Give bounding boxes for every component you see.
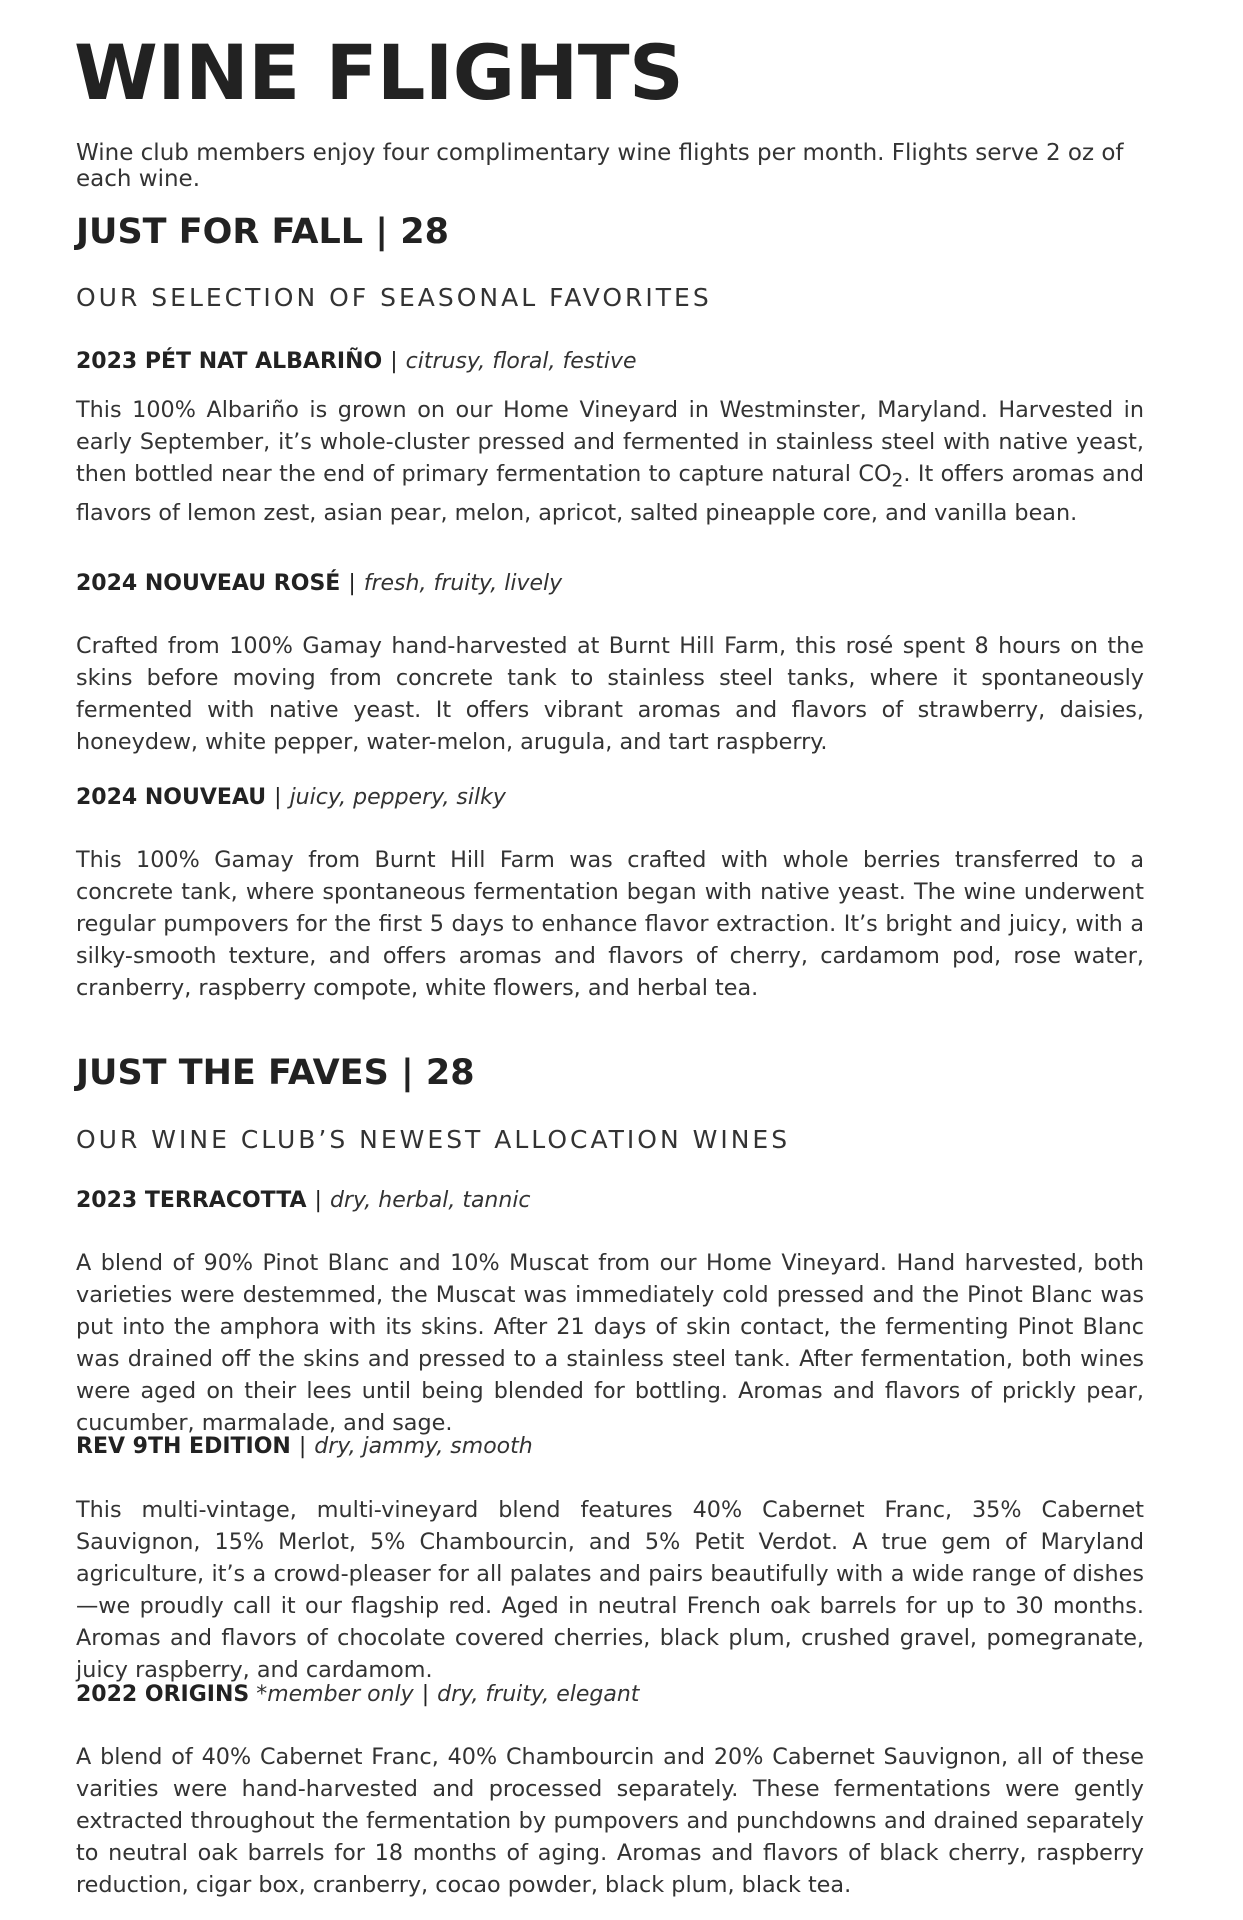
wine-heading [76,785,506,810]
wine-description: This 100% Gamay from Burnt Hill Farm was crafted with whole berries transferred to a concrete tank, where spontaneous fermentation began with native yeast. The wine underwent regular pumpovers for the first 5 days to enhance flavor extraction. It’s bright and juicy, with a silky-smooth texture, and offers aromas and flavors of cherry, cardamom pod, rose water, cranberry, raspberry compote, white flowers, and herbal tea. [76,847,1144,1001]
wine-notes: citrusy, floral, festive [405,349,637,374]
flight-title-faves: JUST THE FAVES | 28 [76,1053,475,1093]
wine-notes: dry, herbal, tannic [329,1188,531,1213]
flight-subtitle-fall: OUR SELECTION OF SEASONAL FAVORITES [76,283,712,312]
subscript-two: 2 [891,470,904,492]
wine-description: A blend of 40% Cabernet Franc, 40% Chambourcin and 20% Cabernet Sauvignon, all of these varities were hand-harvested and processed separately. These fermentations were gently extracted throughout the fermentation by pumpovers and punchdowns and drained separately to neutral oak barrels for 18 months of aging. Aromas and flavors of black cherry, raspberry reduction, cigar box, cranberry, cocao powder, black plum, black tea. [76,1744,1144,1898]
wine-name: REV 9TH EDITION [76,1434,291,1459]
wine-heading [76,1188,531,1213]
wine-name: 2022 ORIGINS [76,1682,250,1707]
wine-name: 2024 NOUVEAU ROSÉ [76,571,341,596]
flight-subtitle-faves: OUR WINE CLUB’S NEWEST ALLOCATION WINES [76,1125,791,1154]
member-only-note: *member only [256,1682,414,1707]
wine-heading [76,1682,639,1707]
wine-description: Crafted from 100% Gamay hand-harvested at Burnt Hill Farm, this rosé spent 8 hours on the skins before moving from concrete tank to stainless steel tanks, where it spontaneously fermented with native yeast. It offers vibrant aromas and flavors of strawberry, daisies, honeydew, white pepper, water-melon, arugula, and tart raspberry. [76,633,1144,755]
wine-heading [76,571,562,596]
wine-description: A blend of 90% Pinot Blanc and 10% Muscat from our Home Vineyard. Hand harvested, both varieties were destemmed, the Muscat was immediately cold pressed and the Pinot Blanc was put into the amphora with its skins. After 21 days of skin contact, the fermenting Pinot Blanc was drained off the skins and pressed to a stainless steel tank. After fermentation, both wines were aged on their lees until being blended for bottling. Aromas and flavors of prickly pear, cucumber, marmalade, and sage. [76,1250,1144,1436]
separator: | [348,571,356,596]
separator: | [298,1434,307,1459]
separator: | [314,1188,322,1213]
wine-notes: juicy, peppery, silky [289,785,506,810]
separator: | [274,785,282,810]
wine-description [76,394,1144,529]
separator: | [390,349,398,374]
separator: | [421,1682,430,1707]
page-title: WINE FLIGHTS [74,28,684,117]
wine-name: 2023 PÉT NAT ALBARIÑO [76,349,383,374]
flight-title-fall: JUST FOR FALL | 28 [76,212,449,252]
wine-name: 2024 NOUVEAU [76,785,267,810]
description-text: This 100% Albariño is grown on our Home Vineyard in Westminster, Maryland. Harvested in early September, it’s whole-cluster pressed and fermented in stainless steel with native yeast, then bottled near the end of primary fermentation to capture natural CO [76,397,1144,487]
wine-name: 2023 TERRACOTTA [76,1188,307,1213]
wine-notes: fresh, fruity, lively [363,571,563,596]
wine-heading [76,1434,533,1459]
wine-heading [76,349,637,374]
intro-text: Wine club members enjoy four complimentary wine flights per month. Flights serve 2 oz of each wine. [76,140,1124,192]
wine-notes: dry, jammy, smooth [314,1434,533,1459]
wine-description: This multi-vintage, multi-vineyard blend features 40% Cabernet Franc, 35% Cabernet Sauvignon, 15% Merlot, 5% Chambourcin, and 5% Petit Verdot. A true gem of Maryland agriculture, it’s a crowd-pleaser for all palates and pairs beautifully with a wide range of dishes—we proudly call it our flagship red. Aged in neutral French oak barrels for up to 30 months. Aromas and flavors of chocolate covered cherries, black plum, crushed gravel, pomegranate, juicy raspberry, and cardamom. [76,1497,1144,1683]
wine-notes: dry, fruity, elegant [437,1682,640,1707]
description-text: . It offers aromas and flavors of lemon zest, asian pear, melon, apricot, salted pineapple core, and vanilla bean. [76,461,1144,527]
